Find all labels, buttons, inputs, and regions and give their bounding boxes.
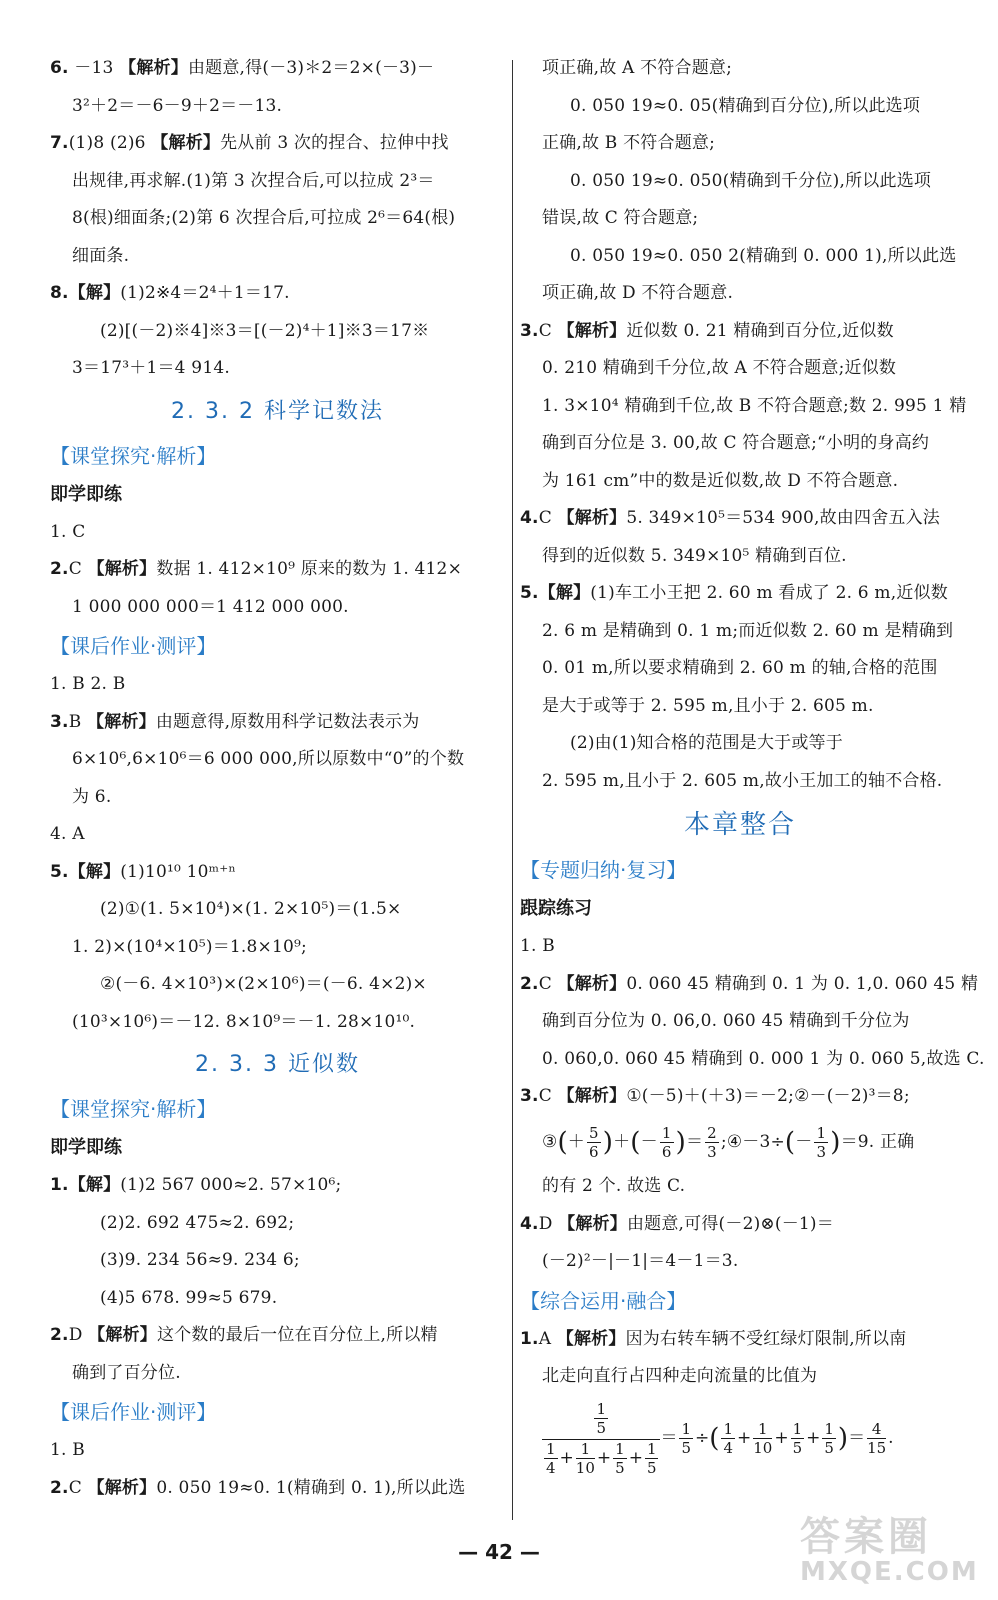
section-box-label: 【课后作业·测评】 — [50, 634, 217, 658]
answer-1: 1. B — [520, 936, 555, 956]
page-number: — 42 — — [458, 1540, 540, 1564]
answer-7: 7.(1)8 (2)6 【解析】先从前 3 次的捏合、拉伸中找 — [50, 133, 449, 153]
subheading: 即学即练 — [50, 1137, 122, 1158]
answer-4-cont: 得到的近似数 5. 349×10⁵ 精确到百位. — [542, 545, 847, 566]
section-title-2-3-3: 2. 3. 3 近似数 — [195, 1052, 360, 1077]
fraction: $\frac{1}{6}$ — [661, 1123, 672, 1161]
subheading: 即学即练 — [50, 483, 122, 505]
answer-2-cont: 1 000 000 000＝1 412 000 000. — [72, 596, 349, 617]
answer-6-cont: 3²＋2＝－6－9＋2＝－13. — [72, 95, 283, 116]
answer-4-cont: (－2)²－|－1|＝4－1＝3. — [542, 1251, 739, 1271]
answer-5-cont: 0. 01 m,所以要求精确到 2. 60 m 的轴,合格的范围 — [542, 658, 938, 678]
subheading: 跟踪练习 — [520, 898, 592, 919]
answer-4: 4.C 【解析】5. 349×10⁵＝534 900,故由四舍五入法 — [520, 508, 940, 528]
answer-3-cont: 6×10⁶,6×10⁶＝6 000 000,所以原数中“0”的个数 — [72, 749, 465, 769]
fraction: $\frac{2}{3}$ — [707, 1123, 717, 1161]
section-title-2-3-2: 2. 3. 2 科学记数法 — [171, 398, 384, 424]
answer-3-cont: 确到百分位是 3. 00,故 C 符合题意;“小明的身高约 — [542, 433, 930, 453]
answer-3-cont: 1. 3×10⁴ 精确到千位,故 B 不符合题意;数 2. 995 1 精 — [542, 395, 967, 416]
fraction: $\frac{5}{6}$ — [589, 1123, 599, 1161]
right-column — [520, 50, 985, 1477]
chapter-title: 本章整合 — [683, 810, 796, 840]
answer-6: 6. －13 【解析】由题意,得(－3)＊2＝2×(－3)－ — [50, 58, 435, 78]
answer-2: 2.C 【解析】数据 1. 412×10⁹ 原来的数为 1. 412× — [50, 559, 463, 579]
answer-1-2: 1. B 2. B — [50, 674, 126, 694]
answer-1: 1. C — [50, 521, 86, 542]
watermark-url: MXQE.COM — [800, 1557, 979, 1587]
left-column — [50, 50, 505, 1507]
answer-2-cont: 0. 050 19≈0. 05(精确到百分位),所以此选项 — [570, 95, 921, 116]
answer-7-cont: 出规律,再求解.(1)第 3 次捏合后,可以拉成 2³＝ — [72, 170, 435, 191]
answer-8: 8.【解】(1)2※4＝2⁴＋1＝17. — [50, 283, 290, 303]
answer-2-cont: 项正确,故 A 不符合题意; — [542, 58, 733, 78]
complex-fraction-equation: $\frac{1}{5}$ $\frac{1}{4}$ + $\frac{1}{10}$ + $\frac{1}{5}$ + $\frac{1}{5}$ ＝ $\frac{1}{5}$ ÷( $\frac{1}{4}$ + $\frac{1}{10}$ + $\frac{1}{5}$ + $\frac{1}{5}$ )＝ $\frac{4}{15}$ . — [520, 1400, 960, 1477]
answer-1: 1.A 【解析】因为右转车辆不受红绿灯限制,所以南 — [520, 1328, 907, 1349]
answer-1: 1.【解】(1)2 567 000≈2. 57×10⁶; — [50, 1175, 342, 1195]
answer-5-cont: 2. 6 m 是精确到 0. 1 m;而近似数 2. 60 m 是精确到 — [542, 620, 954, 641]
answer-5-cont: 2. 595 m,且小于 2. 605 m,故小王加工的轴不合格. — [542, 770, 943, 791]
fraction: $\frac{1}{3}$ — [816, 1123, 827, 1161]
answer-2-cont: 确到百分位为 0. 06,0. 060 45 精确到千分位为 — [542, 1011, 910, 1031]
section-box-label: 【专题归纳·复习】 — [520, 858, 687, 882]
answer-2-cont: 0. 060,0. 060 45 精确到 0. 000 1 为 0. 060 5,故选 C. — [542, 1048, 985, 1069]
answer-3-cont: 0. 210 精确到千分位,故 A 不符合题意;近似数 — [542, 358, 897, 378]
answer-5-cont: ②(－6. 4×10³)×(2×10⁶)＝(－6. 4×2)× — [100, 974, 427, 994]
answer-2-cont: 0. 050 19≈0. 050 2(精确到 0. 000 1),所以此选 — [570, 245, 957, 266]
answer-3: 3.C 【解析】①(－5)＋(＋3)＝－2;②－(－2)³＝8; — [520, 1086, 910, 1106]
complex-fraction: $\frac{1}{5}$ $\frac{1}{4}$ + $\frac{1}{10}$ + $\frac{1}{5}$ + $\frac{1}{5}$ — [542, 1400, 660, 1477]
answer-5-cont: 是大于或等于 2. 595 m,且小于 2. 605 m. — [542, 695, 874, 716]
answer-2-cont: 错误,故 C 符合题意; — [542, 208, 699, 228]
answer-1-cont: (2)2. 692 475≈2. 692; — [100, 1212, 295, 1233]
answer-1-cont: (3)9. 234 56≈9. 234 6; — [100, 1250, 300, 1270]
answer-8-cont: (2)[(－2)※4]※3＝[(－2)⁴＋1]※3＝17※ — [100, 320, 430, 341]
answer-3-cont: 的有 2 个. 故选 C. — [542, 1176, 686, 1196]
answer-1-cont: (4)5 678. 99≈5 679. — [100, 1287, 278, 1308]
answer-7-cont: 8(根)细面条;(2)第 6 次捏合后,可拉成 2⁶＝64(根) — [72, 208, 456, 228]
watermark-text: 答案圈 — [800, 1514, 932, 1560]
answer-3-cont: 为 161 cm”中的数是近似数,故 D 不符合题意. — [542, 470, 899, 491]
answer-2: 2.D 【解析】这个数的最后一位在百分位上,所以精 — [50, 1325, 438, 1345]
answer-7-cont: 细面条. — [72, 245, 130, 266]
answer-5-cont: (2)①(1. 5×10⁴)×(1. 2×10⁵)＝(1.5× — [100, 899, 402, 919]
answer-3: 3.C 【解析】近似数 0. 21 精确到百分位,近似数 — [520, 320, 894, 341]
watermark-logo — [790, 1505, 980, 1590]
section-box-label: 【课后作业·测评】 — [50, 1400, 217, 1424]
answer-2: 2.C 【解析】0. 060 45 精确到 0. 1 为 0. 1,0. 060 45 精 — [520, 973, 979, 994]
answer-1: 1. B — [50, 1440, 85, 1460]
answer-5-cont: (10³×10⁶)＝－12. 8×10⁹＝－1. 28×10¹⁰. — [72, 1011, 416, 1032]
answer-2-cont: 0. 050 19≈0. 050(精确到千分位),所以此选项 — [570, 170, 932, 191]
answer-5: 5.【解】(1)车工小王把 2. 60 m 看成了 2. 6 m,近似数 — [520, 583, 948, 603]
section-box-label: 【综合运用·融合】 — [520, 1288, 687, 1313]
answer-3-cont: 为 6. — [72, 786, 112, 807]
answer-2: 2.C 【解析】0. 050 19≈0. 1(精确到 0. 1),所以此选 — [50, 1477, 466, 1498]
answer-4: 4. A — [50, 824, 85, 844]
answer-2-cont: 项正确,故 D 不符合题意. — [542, 283, 734, 303]
answer-2-cont: 正确,故 B 不符合题意; — [542, 133, 716, 153]
answer-3: 3.B 【解析】由题意得,原数用科学记数法表示为 — [50, 711, 420, 732]
answer-5-cont: (2)由(1)知合格的范围是大于或等于 — [570, 733, 843, 753]
answer-5-cont: 1. 2)×(10⁴×10⁵)＝1.8×10⁹; — [72, 936, 307, 957]
column-divider — [512, 60, 513, 1520]
answer-1-cont: 北走向直行占四种走向流量的比值为 — [542, 1366, 818, 1386]
section-box-label: 【课堂探究·解析】 — [50, 443, 217, 468]
section-box-label: 【课堂探究·解析】 — [50, 1097, 217, 1121]
answer-3-fraction-line: ③(＋ $\frac{5}{6}$ )＋(－ $\frac{1}{6}$ )＝ $\frac{2}{3}$ ;④－3÷(－ $\frac{1}{3}$ )＝9. 正确 — [542, 1123, 915, 1161]
answer-5: 5.【解】(1)10¹⁰ 10ᵐ⁺ⁿ — [50, 861, 237, 882]
answer-8-cont: 3＝17³＋1＝4 914. — [72, 358, 230, 378]
answer-2-cont: 确到了百分位. — [72, 1362, 181, 1383]
answer-4: 4.D 【解析】由题意,可得(－2)⊗(－1)＝ — [520, 1213, 834, 1234]
